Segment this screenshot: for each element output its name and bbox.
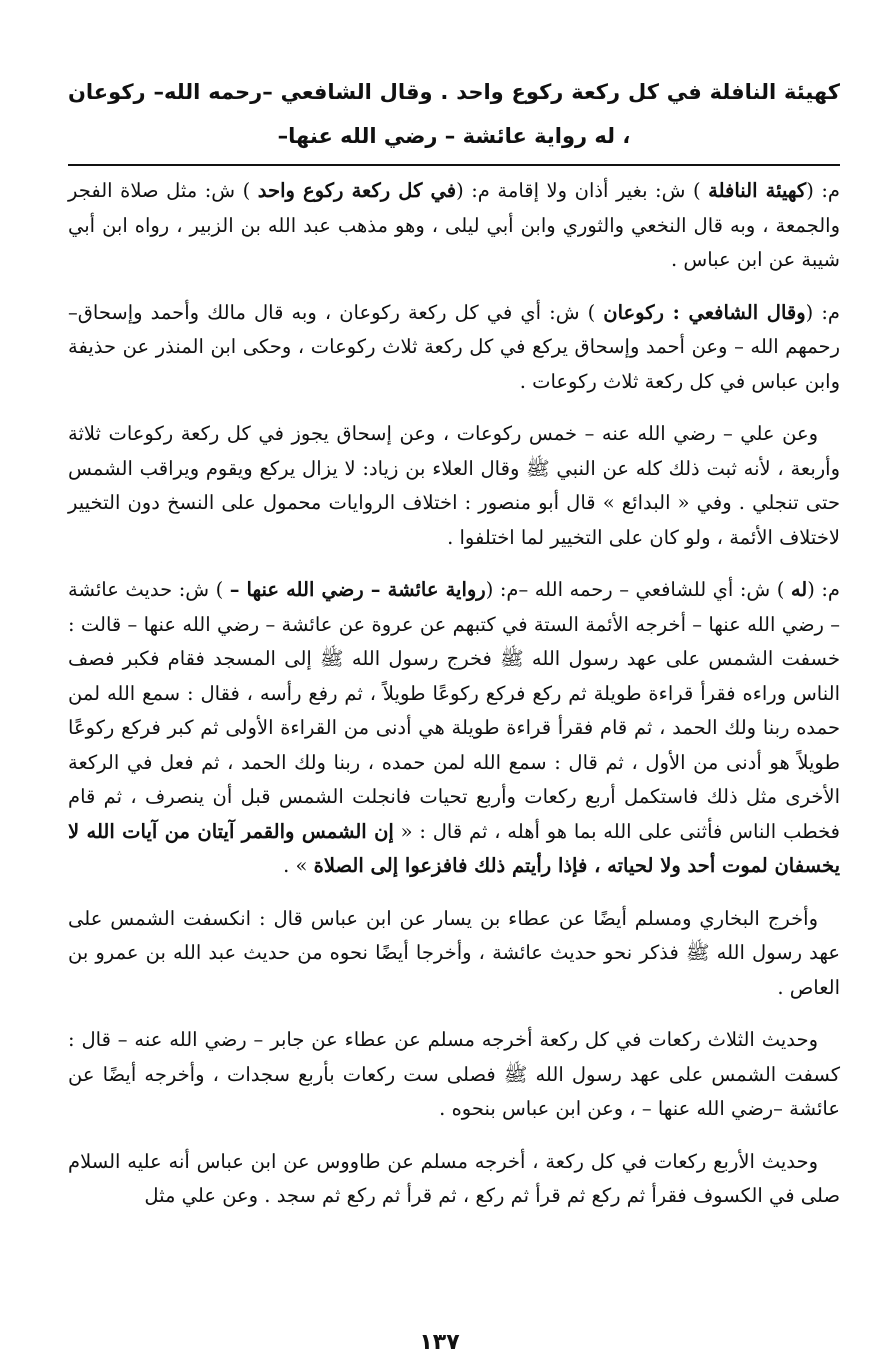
text-segment: م: ( — [805, 300, 840, 324]
paragraph — [68, 1023, 840, 1127]
text-segment: ) ش: أي للشافعي – رحمه الله –م: ( — [485, 578, 791, 601]
text-segment: م: ( — [807, 578, 841, 601]
text-segment: وأخرج البخاري ومسلم أيضًا عن عطاء بن يسار عن ابن عباس قال : انكسفت الشمس على عهد رسول الله ﷺ فذكر نحو حديث عائشة ، وأخرجا أيضًا نحوه من حديث عبد الله بن عمرو بن العاص . — [68, 906, 840, 999]
text-segment: ) ش: مثل صلاة الفجر والجمعة ، وبه قال النخعي والثوري وابن أبي ليلى ، وهو مذهب عبد الله بن الزبير ، رواه ابن أبي شيبة عن ابن عباس . — [68, 179, 840, 271]
text-segment: م: ( — [806, 179, 840, 202]
paragraph — [68, 417, 840, 555]
bold-segment: له — [790, 578, 808, 601]
bold-segment: إن الشمس والقمر آيتان من آيات الله لا يخسفان لموت أحد ولا لحياته ، فإذا رأيتم ذلك فافزعوا إلى الصلاة — [68, 819, 840, 877]
text-segment: » . — [283, 854, 314, 877]
text-segment: ) ش: حديث عائشة – رضي الله عنها – أخرجه الأئمة الستة في كتبهم عن عروة عن عائشة – رضي الله عنها – قالت : خسفت الشمس على عهد رسول الله ﷺ فخرج رسول الله ﷺ إلى المسجد فقام فكبر فصف الناس وراءه فقرأ قراءة طويلة ثم ركع فركع ركوعًا طويلاً ، ثم رفع رأسه ، فقال : سمع الله لمن حمده ربنا ولك الحمد ، ثم قام فقرأ قراءة طويلة هي أدنى من القراءة الأولى ثم كبر فركع ركوعًا طويلاً هو أدنى من الأول ، ثم قال : سمع الله لمن حمده ، ربنا ولك الحمد ، ثم فعل في الركعة الأخرى مثل ذلك فاستكمل أربع ركعات وأربع تحيات فانجلت الشمس قبل أن ينصرف ، ثم قام فخطب الناس فأثنى على الله بما هو أهله ، ثم قال : « — [68, 578, 840, 843]
text-segment: ) ش: أي في كل ركعة ركوعان ، وبه قال مالك وأحمد وإسحاق– رحمهم الله – وعن أحمد وإسحاق يركع في كل ركعة ثلاث ركوعات ، وحكى ابن المنذر عن حذيفة وابن عباس في كل ركعة ثلاث ركوعات . — [68, 300, 840, 393]
matn-text: كهيئة النافلة في كل ركعة ركوع واحد . وقال الشافعي –رحمه الله– ركوعان ، له رواية عائشة – رضي الله عنها– — [68, 80, 840, 148]
paragraph — [68, 573, 840, 884]
text-segment: وحديث الأربع ركعات في كل ركعة ، أخرجه مسلم عن طاووس عن ابن عباس أنه عليه السلام صلى في الكسوف فقرأ ثم ركع ثم قرأ ثم ركع ، ثم قرأ ثم ركع ثم سجد . وعن علي مثل — [68, 1149, 840, 1207]
paragraph — [68, 1145, 840, 1214]
text-segment: ) ش: بغير أذان ولا إقامة م: ( — [456, 179, 709, 202]
commentary — [68, 174, 840, 1214]
paragraph — [68, 296, 840, 400]
separator-rule — [68, 164, 840, 166]
bold-segment: كهيئة النافلة — [708, 179, 807, 202]
paragraph — [68, 174, 840, 278]
text-segment: وحديث الثلاث ركعات في كل ركعة أخرجه مسلم عن عطاء عن جابر – رضي الله عنه – قال : كسفت الشمس على عهد رسول الله ﷺ فصلى ست ركعات بأربع سجدات ، وأخرجه أيضًا عن عائشة –رضي الله عنها – ، وعن ابن عباس بنحوه . — [68, 1028, 840, 1120]
bold-segment: وقال الشافعي : ركوعان — [603, 300, 806, 324]
bold-segment: في كل ركعة ركوع واحد — [257, 179, 457, 202]
text-segment: وعن علي – رضي الله عنه – خمس ركوعات ، وعن إسحاق يجوز في كل ركعة ركوعات ثلاثة وأربعة ، لأنه ثبت ذلك كله عن النبي ﷺ وقال العلاء بن زياد: لا يزال يركع ويقوم ويراقب الشمس حتى تنجلي . وفي « البدائع » قال أبو منصور : اختلاف الروايات محمول على النسخ دون التخيير لاختلاف الأئمة ، ولو كان على التخيير لما اختلفوا . — [68, 422, 840, 549]
page-number: ١٣٧ — [419, 1330, 460, 1355]
page-body — [68, 70, 840, 1232]
bold-segment: رواية عائشة – رضي الله عنها – — [229, 578, 486, 601]
paragraph — [68, 902, 840, 1006]
